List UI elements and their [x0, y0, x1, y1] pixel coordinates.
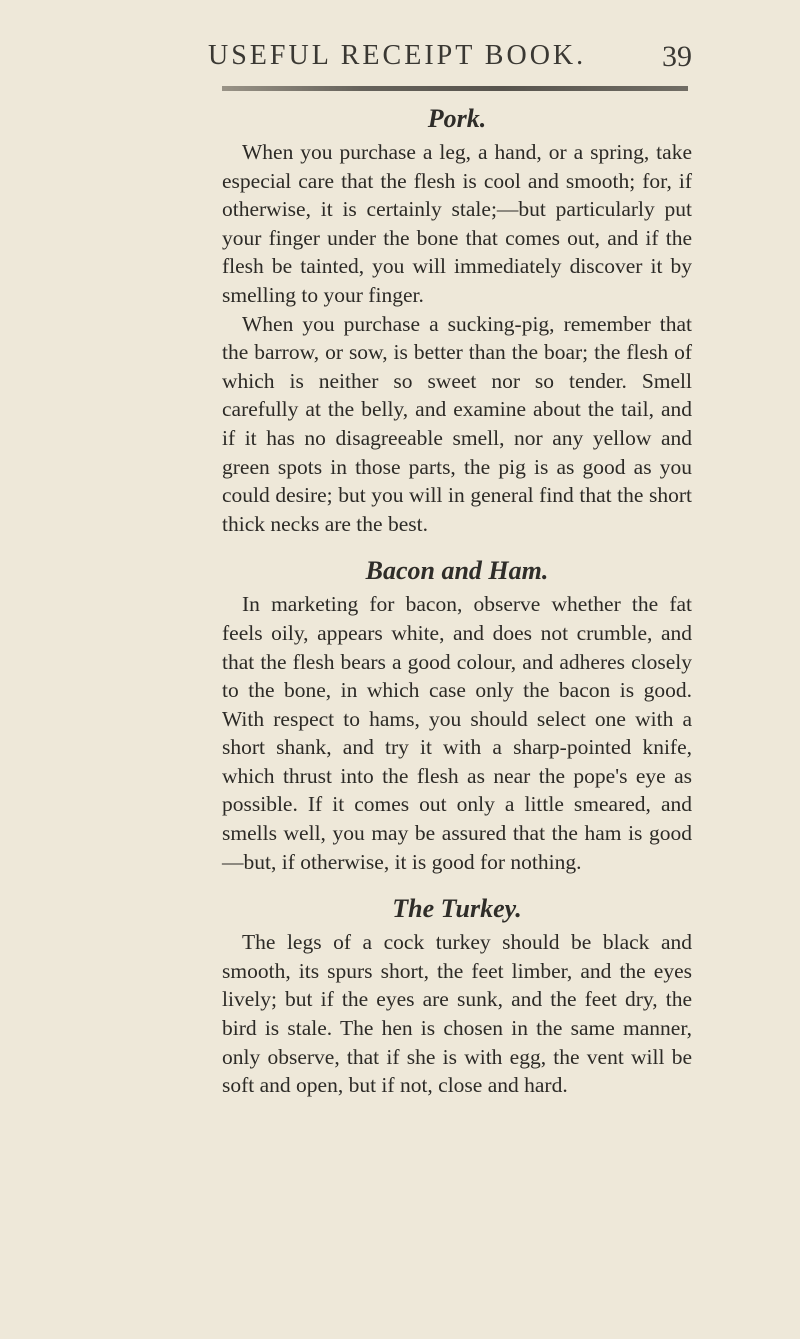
page-number: 39: [662, 40, 692, 73]
paragraph-pork-leg: When you purchase a leg, a hand, or a spring, take especial care that the flesh is cool and smooth; for, if otherwise, it is certainly stale;—but particularly put your finger under the bone that comes out, and if the flesh be tainted, you will immediately discover it by smelling to your finger.: [222, 140, 692, 307]
header-rule: [222, 86, 688, 91]
page-content: [222, 100, 692, 1100]
running-title: USEFUL RECEIPT BOOK.: [208, 40, 587, 71]
running-head: [208, 40, 692, 80]
section-heading-turkey: The Turkey.: [392, 894, 522, 924]
paragraph-sucking-pig: When you purchase a sucking-pig, remember that the barrow, or sow, is better than the boar; the flesh of which is neither so sweet nor so tender. Smell carefully at the belly, and examine about the tail, and if it has no disagreeable smell, nor any yellow and green spots in those parts, the pig is as good as you could desire; but you will in general find that the short thick necks are the best.: [222, 311, 692, 536]
paragraph-bacon-and-ham: In marketing for bacon, observe whether the fat feels oily, appears white, and does not crumble, and that the flesh bears a good colour, and adheres closely to the bone, in which case only the bacon is good. With respect to hams, you should select one with a short shank, and try it with a sharp-pointed knife, which thrust into the flesh as near the pope's eye as possible. If it comes out only a little smeared, and smells well, you may be assured that the ham is good—but, if otherwise, it is good for nothing.: [222, 592, 692, 874]
paragraph-turkey: The legs of a cock turkey should be black and smooth, its spurs short, the feet limber, and the eyes lively; but if the eyes are sunk, and the feet dry, the bird is stale. The hen is chosen in the same manner, only observe, that if she is with egg, the vent will be soft and open, but if not, close and hard.: [222, 930, 692, 1098]
section-heading-pork: Pork.: [427, 104, 487, 133]
section-heading-bacon-and-ham: Bacon and Ham.: [365, 556, 549, 586]
